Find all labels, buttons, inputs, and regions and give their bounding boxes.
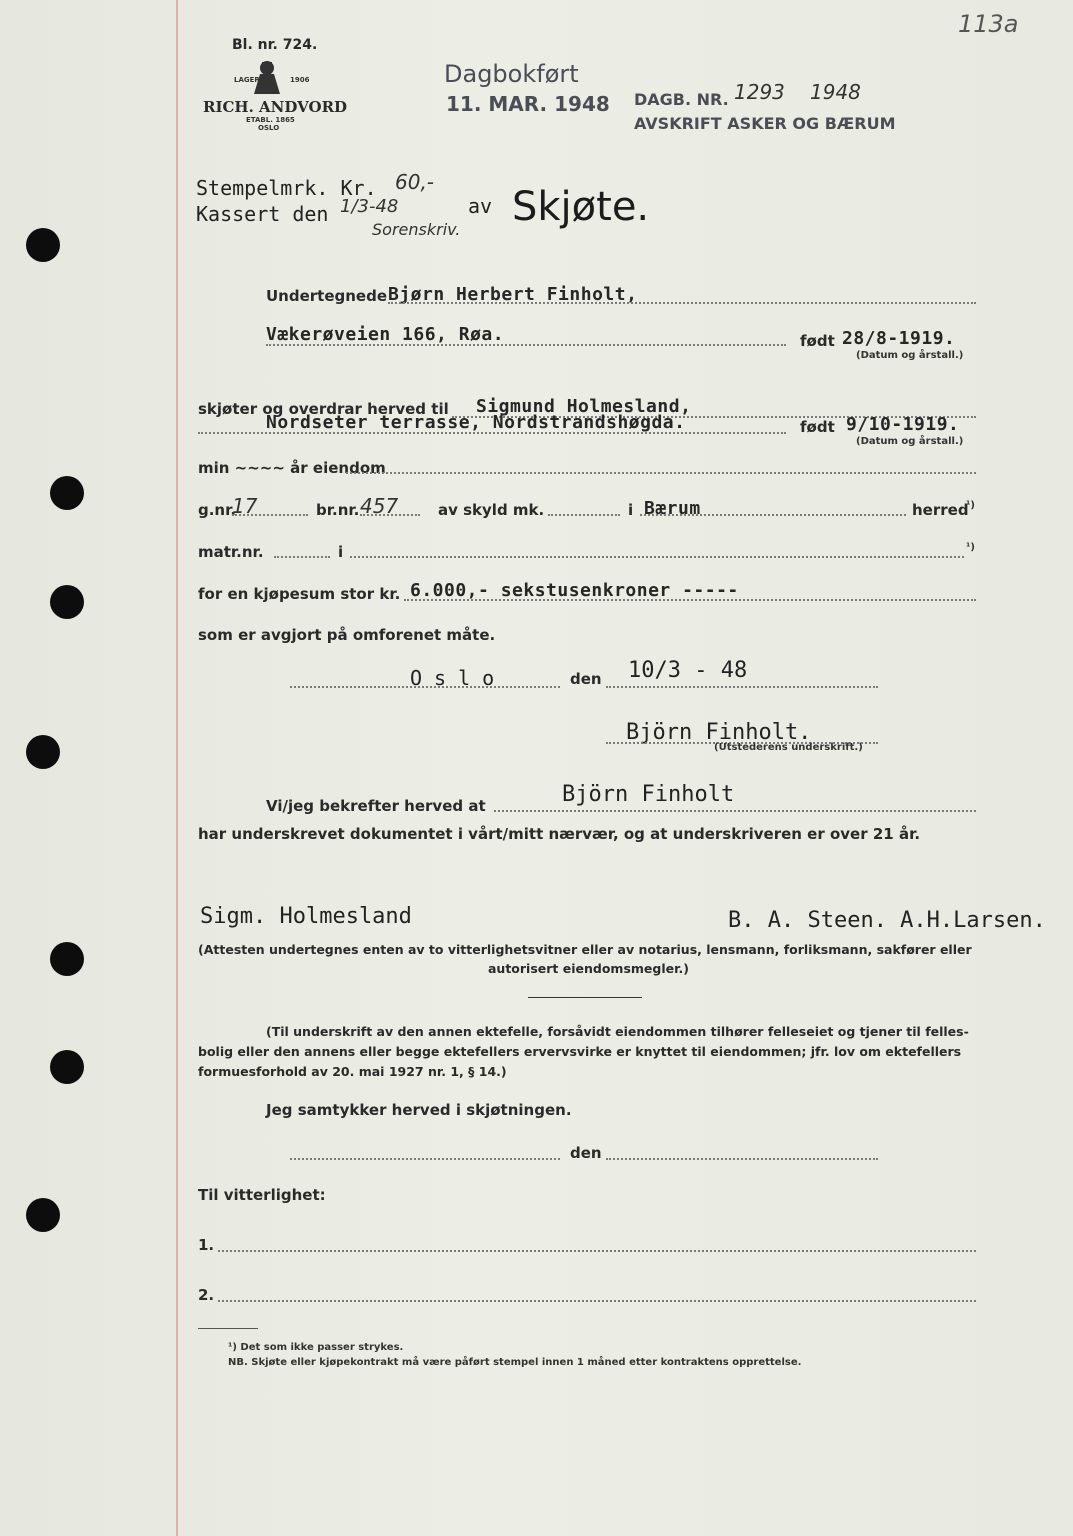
vitterlighet-line-2 bbox=[218, 1300, 976, 1302]
vitterlighet-label: Til vitterlighet: bbox=[198, 1186, 326, 1204]
buyer-date-hint: (Datum og årstall.) bbox=[856, 436, 964, 447]
punch-hole bbox=[50, 942, 84, 976]
buyer-born-date: 9/10-1919. bbox=[846, 414, 960, 435]
punch-hole bbox=[50, 476, 84, 510]
spouse-line2: bolig eller den annens eller begge ektefellers ervervsvirke er knyttet til eiendommen; jfr. lov om ektefellers bbox=[198, 1044, 962, 1059]
seller-date-hint: (Datum og årstall.) bbox=[856, 350, 964, 361]
price-amount: 6.000,- sekstusenkroner ----- bbox=[410, 580, 739, 601]
confirmation-text: har underskrevet dokumentet i vårt/mitt nærvær, og at underskriveren er over 21 år. bbox=[198, 825, 921, 843]
form-number: Bl. nr. 724. bbox=[232, 37, 318, 53]
cancelled-by: Sorenskriv. bbox=[372, 220, 461, 239]
punch-hole bbox=[26, 735, 60, 769]
dagb-year: 1948 bbox=[810, 80, 861, 104]
publisher-name: RICH. ANDVORD bbox=[203, 98, 348, 116]
confirmation-line bbox=[494, 810, 976, 812]
buyer-address: Nordseter terrasse, Nordstrandshøgda. bbox=[266, 412, 686, 433]
gnr-label: g.nr. bbox=[198, 501, 237, 519]
spouse-date-line bbox=[606, 1158, 878, 1160]
vitterlighet-two: 2. bbox=[198, 1286, 215, 1304]
footnote-2: NB. Skjøte eller kjøpekontrakt må være påført stempel innen 1 måned etter kontraktens opprettelse. bbox=[228, 1357, 802, 1368]
brnr-label: br.nr. bbox=[316, 501, 360, 519]
seller-signature: Björn Finholt. bbox=[626, 720, 812, 745]
seller-name-line bbox=[388, 302, 976, 304]
punch-hole bbox=[26, 228, 60, 262]
spouse-line3: formuesforhold av 20. mai 1927 nr. 1, § 14.) bbox=[198, 1064, 507, 1079]
property-label: min ~~~~ år eiendom bbox=[198, 459, 386, 477]
matr-label: matr.nr. bbox=[198, 543, 264, 561]
seller-born-date: 28/8-1919. bbox=[842, 328, 956, 349]
dagb-label: DAGB. NR. bbox=[634, 90, 729, 109]
date-den-label: den bbox=[570, 670, 602, 688]
punch-hole bbox=[26, 1198, 60, 1232]
publisher-established: ETABL. 1865 bbox=[246, 116, 295, 124]
seller-name: Bjørn Herbert Finholt, bbox=[388, 284, 638, 305]
confirmation-label: Vi/jeg bekrefter herved at bbox=[266, 797, 486, 815]
gnr-line bbox=[232, 514, 308, 516]
price-line bbox=[404, 599, 976, 601]
witness-note-line1: (Attesten undertegnes enten av to vitterlighetsvitner eller av notarius, lensmann, forliksmann, sakfører eller bbox=[198, 942, 972, 957]
municipality-value: Bærum bbox=[644, 498, 701, 519]
confirmation-name: Björn Finholt bbox=[562, 782, 735, 807]
cancelled-av: av bbox=[468, 194, 493, 218]
herred-footnote-mark: ¹) bbox=[966, 500, 975, 511]
witness-note-line2: autorisert eiendomsmegler.) bbox=[488, 961, 689, 976]
spouse-line1: (Til underskrift av den annen ektefelle, forsåvidt eiendommen tilhører felleseiet og tjener til felles- bbox=[266, 1024, 969, 1039]
buyer-born-label: født bbox=[800, 418, 835, 436]
punch-hole bbox=[50, 1050, 84, 1084]
skyld-line bbox=[548, 514, 620, 516]
property-line bbox=[346, 472, 976, 474]
seller-address-line bbox=[266, 344, 786, 346]
cancelled-date: 1/3-48 bbox=[340, 196, 399, 217]
price-label: for en kjøpesum stor kr. bbox=[198, 585, 401, 603]
herred-label: herred bbox=[912, 501, 969, 519]
page-number: 113a bbox=[958, 10, 1019, 38]
journal-stamp: Dagbokført bbox=[444, 60, 579, 88]
punch-hole bbox=[50, 585, 84, 619]
matr-footnote-mark: ¹) bbox=[966, 542, 975, 553]
buyer-label: skjøter og overdrar herved til bbox=[198, 400, 449, 418]
spouse-den-label: den bbox=[570, 1144, 602, 1162]
signature-label: (Utstederens underskrift.) bbox=[714, 742, 863, 753]
document-title: Skjøte. bbox=[512, 184, 650, 230]
buyer-name: Sigmund Holmesland, bbox=[476, 396, 692, 417]
buyer-address-line bbox=[198, 432, 786, 434]
footnote-1: ¹) Det som ikke passer strykes. bbox=[228, 1342, 404, 1353]
date-value: 10/3 - 48 bbox=[628, 658, 748, 683]
spouse-consent: Jeg samtykker herved i skjøtningen. bbox=[266, 1101, 572, 1119]
footnote-rule bbox=[198, 1328, 258, 1329]
matr-line bbox=[274, 556, 330, 558]
brnr-line bbox=[360, 514, 420, 516]
seller-address: Vækerøveien 166, Røa. bbox=[266, 324, 505, 345]
publisher-city: OSLO bbox=[258, 124, 280, 132]
dagb-number: 1293 bbox=[734, 80, 785, 104]
cancelled-label: Kassert den bbox=[196, 202, 329, 226]
seller-born-label: født bbox=[800, 332, 835, 350]
skyld-label: av skyld mk. bbox=[438, 501, 545, 519]
vitterlighet-line-1 bbox=[218, 1250, 976, 1252]
margin-line bbox=[176, 0, 178, 1536]
logo-text-right: 1906 bbox=[290, 76, 310, 84]
divider bbox=[528, 997, 642, 998]
price-settled: som er avgjort på omforenet måte. bbox=[198, 626, 496, 644]
vitterlighet-one: 1. bbox=[198, 1236, 215, 1254]
matr-i-label: i bbox=[338, 543, 344, 561]
office-stamp: AVSKRIFT ASKER OG BÆRUM bbox=[634, 114, 896, 133]
stamp-duty-amount: 60,- bbox=[395, 170, 435, 194]
stamp-duty-label: Stempelmrk. Kr. bbox=[196, 176, 377, 200]
brnr-value: 457 bbox=[360, 494, 399, 518]
spouse-place-line bbox=[290, 1158, 560, 1160]
seller-label: Undertegnede bbox=[266, 287, 388, 305]
municipality-i-label: i bbox=[628, 501, 634, 519]
gnr-value: 17 bbox=[232, 494, 258, 518]
place-value: Oslo bbox=[410, 666, 507, 690]
date-line bbox=[606, 686, 878, 688]
municipality-line bbox=[640, 514, 906, 516]
witness-left: Sigm. Holmesland bbox=[200, 904, 412, 929]
matr-i-line bbox=[350, 556, 964, 558]
witness-right: B. A. Steen. A.H.Larsen. bbox=[728, 908, 1046, 933]
journal-stamp-date: 11. MAR. 1948 bbox=[446, 92, 610, 116]
logo-text-left: LAGER bbox=[234, 76, 260, 84]
